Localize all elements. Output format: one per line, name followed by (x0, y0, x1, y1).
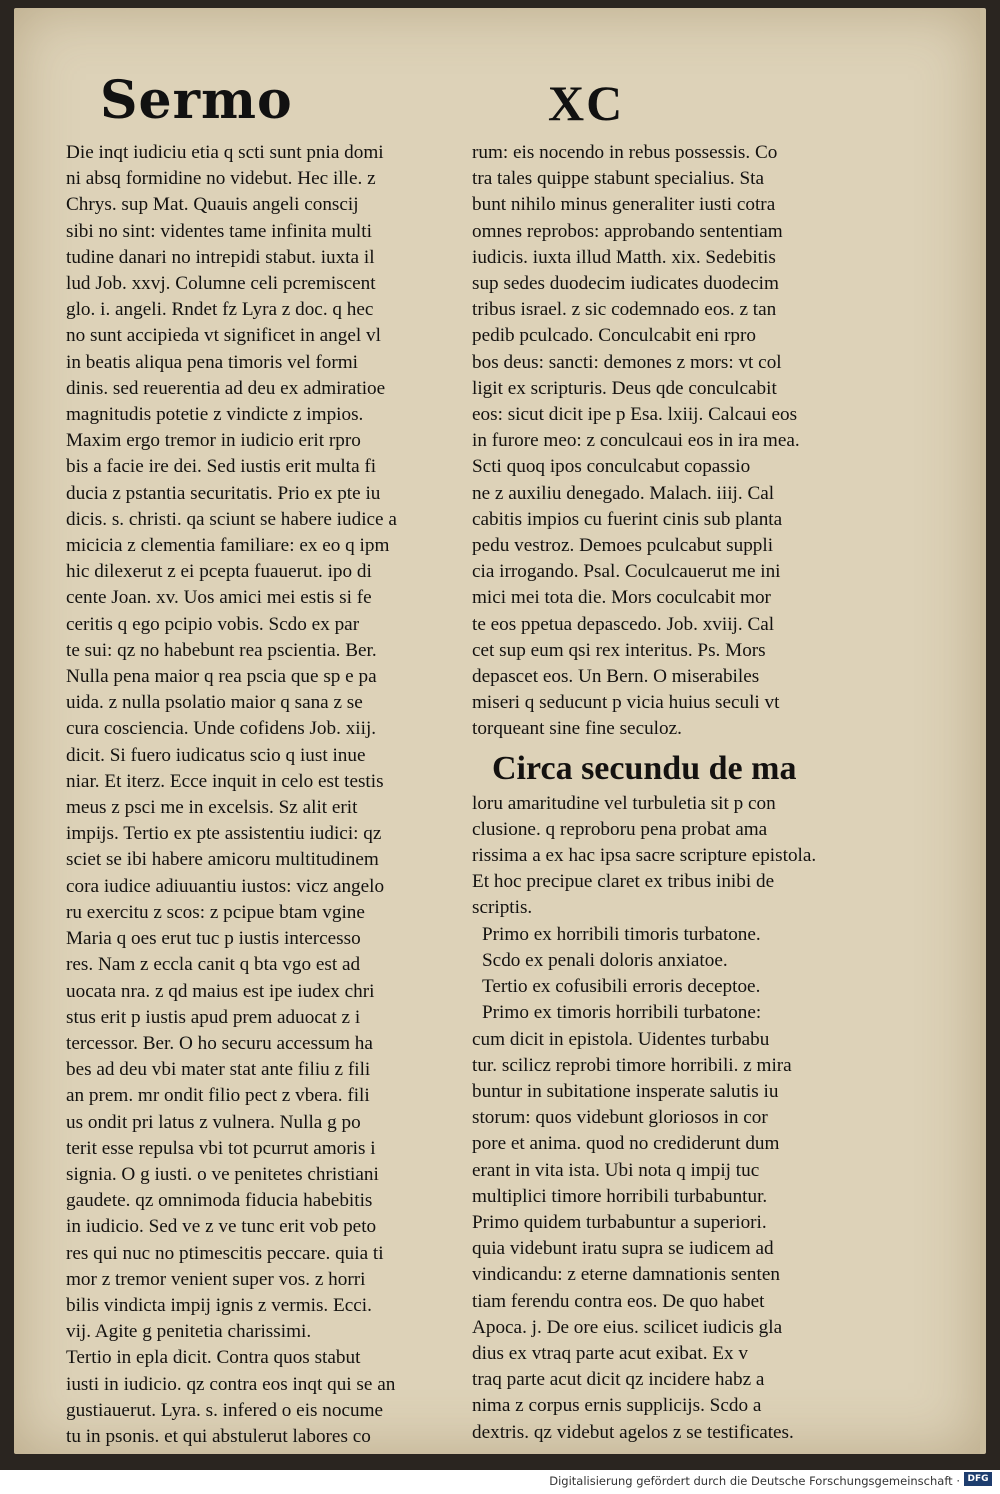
text-line: mici mei tota die. Mors coculcabit mor (472, 587, 771, 609)
text-line: vij. Agite g penitetia charissimi. (66, 1321, 312, 1343)
text-line: cente Joan. xv. Uos amici mei estis si fe (66, 587, 372, 609)
text-line: ru exercitu z scos: z pcipue btam vgine (66, 901, 365, 923)
text-line: depascet eos. Un Bern. O miserabiles (472, 666, 760, 688)
text-line: loru amaritudine vel turbuletia sit p con (472, 792, 776, 814)
text-line: ne z auxiliu denegado. Malach. iiij. Cal (472, 482, 775, 504)
text-line: cabitis impios cu fuerint cinis sub planta (472, 508, 783, 530)
text-line: eos: sicut dicit ipe p Esa. lxiij. Calcaui eos (472, 404, 798, 426)
text-line: cum dicit in epistola. Uidentes turbabu (472, 1028, 770, 1050)
text-line: tu in psonis. et qui abstulerut labores co (66, 1425, 371, 1447)
text-line: mor z tremor venient super vos. z horri (66, 1268, 366, 1290)
text-line: Apoca. j. De ore eius. scilicet iudicis gla (472, 1316, 783, 1338)
text-line: Tertio ex cofusibili erroris deceptoe. (482, 976, 761, 998)
text-line: erant in vita ista. Ubi nota q impij tuc (472, 1159, 760, 1181)
text-line: cet sup eum qsi rex interitus. Ps. Mors (472, 639, 766, 661)
text-line: tiam ferendu contra eos. De quo habet (472, 1290, 765, 1312)
text-line: tra tales quippe stabunt specialius. Sta (472, 168, 765, 190)
text-line: scriptis. (472, 897, 533, 919)
text-line: magnitudis potetie z vindicte z impios. (66, 404, 364, 426)
text-line: tribus israel. z sic codemnado eos. z tan (472, 299, 777, 321)
left-text-column (66, 140, 436, 1450)
text-line: Scdo ex penali doloris anxiatoe. (482, 949, 728, 971)
dfg-logo: DFG (964, 1472, 992, 1486)
text-line: micicia z clementia familiare: ex eo q ipm (66, 535, 390, 557)
text-line: ligit ex scripturis. Deus qde conculcabit (472, 377, 777, 399)
text-line: bos deus: sancti: demones z mors: vt col (472, 351, 782, 373)
text-line: dicit. Si fuero iudicatus scio q iust inue (66, 744, 366, 766)
text-line: an prem. mr ondit filio pect z vbera. fili (66, 1085, 370, 1107)
text-line: tudine danari no intrepidi stabut. iuxta il (66, 246, 375, 268)
text-line: buntur in subitatione insperate salutis iu (472, 1080, 779, 1102)
text-line: bilis vindicta impij ignis z vermis. Ecci. (66, 1294, 372, 1316)
text-line: dextris. qz videbut agelos z se testificates. (472, 1421, 794, 1443)
text-line: bis a facie ire dei. Sed iustis erit multa fi (66, 456, 377, 478)
text-line: terit esse repulsa vbi tot pcurrut amoris i (66, 1137, 376, 1159)
right-column-upper-text (472, 140, 854, 743)
text-line: us ondit pri latus z vulnera. Nulla g po (66, 1111, 361, 1133)
text-line: dius ex vtraq parte acut exibat. Ex v (472, 1342, 748, 1364)
text-line: te eos ppetua depascedo. Job. xviij. Cal (472, 613, 775, 635)
text-line: Et hoc precipue claret ex tribus inibi de (472, 871, 775, 893)
text-line: sibi no sint: videntes tame infinita multi (66, 220, 372, 242)
text-line: no sunt accipieda vt significet in angel vl (66, 325, 381, 347)
text-line: dinis. sed reuerentia ad deu ex admiratioe (66, 377, 386, 399)
text-line: storum: quos videbunt gloriosos in cor (472, 1107, 768, 1129)
text-line: Scti quoq ipos conculcabut copassio (472, 456, 751, 478)
text-line: ducia z pstantia securitatis. Prio ex pte iu (66, 482, 381, 504)
text-line: uocata nra. z qd maius est ipe iudex chri (66, 980, 375, 1002)
text-line: bunt nihilo minus generaliter iusti cotra (472, 194, 776, 216)
text-line: traq parte acut dicit qz incidere habz a (472, 1369, 765, 1391)
text-line: rissima a ex hac ipsa sacre scripture epistola. (472, 845, 817, 867)
text-line: te sui: qz no habebunt rea pscientia. Ber. (66, 639, 377, 661)
text-line: nima z corpus ernis supplicijs. Scdo a (472, 1395, 762, 1417)
text-line: multiplici timore horribili turbabuntur. (472, 1185, 768, 1207)
text-line: Primo ex timoris horribili turbatone: (482, 1002, 762, 1024)
text-line: bes ad deu vbi mater stat ante filiu z fili (66, 1059, 371, 1081)
text-line: sup sedes duodecim iudicates duodecim (472, 273, 779, 295)
running-head-number: XC (548, 75, 625, 131)
text-line: hic dilexerut z ei pcepta fuauerut. ipo di (66, 561, 372, 583)
text-line: cia irrogando. Psal. Coculcauerut me ini (472, 561, 781, 583)
text-line: cora iudice adiuuantiu iustos: vicz angelo (66, 875, 385, 897)
text-line: cura cosciencia. Unde cofidens Job. xiij. (66, 718, 377, 740)
section-heading: Circa secundu de ma (492, 749, 797, 787)
running-head-title: Sermo (100, 70, 293, 131)
text-line: res qui nuc no ptimescitis peccare. quia ti (66, 1242, 384, 1264)
text-line: Nulla pena maior q rea pscia que sp e pa (66, 666, 377, 688)
text-line: gaudete. qz omnimoda fiducia habebitis (66, 1190, 373, 1212)
text-line: Primo ex horribili timoris turbatone. (482, 923, 761, 945)
text-line: in beatis aliqua pena timoris vel formi (66, 351, 359, 373)
text-line: pore et anima. quod no crediderunt dum (472, 1133, 780, 1155)
right-text-column (472, 140, 854, 1446)
text-line: miseri q seducunt p vicia huius seculi vt (472, 692, 780, 714)
text-line: glo. i. angeli. Rndet fz Lyra z doc. q hec (66, 299, 374, 321)
text-line: uida. z nulla psolatio maior q sana z se (66, 692, 363, 714)
text-line: torqueant sine fine seculoz. (472, 718, 682, 740)
text-line: sciet se ibi habere amicoru multitudinem (66, 849, 379, 871)
text-line: tur. scilicz reprobi timore horribili. z mira (472, 1054, 792, 1076)
text-line: pedib pculcado. Conculcabit eni rpro (472, 325, 756, 347)
text-line: iusti in iudicio. qz contra eos inqt qui se an (66, 1373, 396, 1395)
text-line: niar. Et iterz. Ecce inquit in celo est testis (66, 770, 384, 792)
text-line: Maxim ergo tremor in iudicio erit rpro (66, 430, 361, 452)
funding-credit: Digitalisierung gefördert durch die Deutsche Forschungsgemeinschaft · (549, 1474, 960, 1488)
text-line: Chrys. sup Mat. Quauis angeli conscij (66, 194, 359, 216)
text-line: meus z psci me in excelsis. Sz alit erit (66, 797, 358, 819)
text-line: iudicis. iuxta illud Matth. xix. Sedebitis (472, 246, 776, 268)
text-line: in furore meo: z conculcaui eos in ira mea. (472, 430, 800, 452)
text-line: ni absq formidine no videbut. Hec ille. z (66, 168, 376, 190)
text-line: Primo quidem turbabuntur a superiori. (472, 1211, 767, 1233)
text-line: Tertio in epla dicit. Contra quos stabut (66, 1347, 361, 1369)
text-line: vindicandu: z eterne damnationis senten (472, 1264, 780, 1286)
text-line: Maria q oes erut tuc p iustis intercesso (66, 928, 361, 950)
text-line: quia videbunt iratu supra se iudicem ad (472, 1238, 774, 1260)
text-line: pedu vestroz. Demoes pculcabut suppli (472, 535, 774, 557)
text-line: gustiauerut. Lyra. s. infered o eis nocume (66, 1399, 384, 1421)
text-line: clusione. q reproboru pena probat ama (472, 818, 768, 840)
text-line: res. Nam z eccla canit q bta vgo est ad (66, 954, 361, 976)
text-line: impijs. Tertio ex pte assistentiu iudici: qz (66, 823, 382, 845)
text-line: rum: eis nocendo in rebus possessis. Co (472, 142, 778, 163)
text-line: omnes reprobos: approbando sententiam (472, 220, 783, 242)
text-line: ceritis q ego pcipio vobis. Scdo ex par (66, 613, 360, 635)
text-line: dicis. s. christi. qa sciunt se habere iudice a (66, 508, 397, 530)
text-line: lud Job. xxvj. Columne celi pcremiscent (66, 273, 376, 295)
text-line: stus erit p iustis apud prem aduocat z i (66, 1006, 361, 1028)
text-line: in iudicio. Sed ve z ve tunc erit vob peto (66, 1216, 377, 1238)
text-line: signia. O g iusti. o ve penitetes christiani (66, 1163, 379, 1185)
right-column-lower-text (472, 791, 854, 1446)
text-line: tercessor. Ber. O ho securu accessum ha (66, 1032, 373, 1054)
text-line: Die inqt iudiciu etia q scti sunt pnia domi (66, 142, 384, 163)
